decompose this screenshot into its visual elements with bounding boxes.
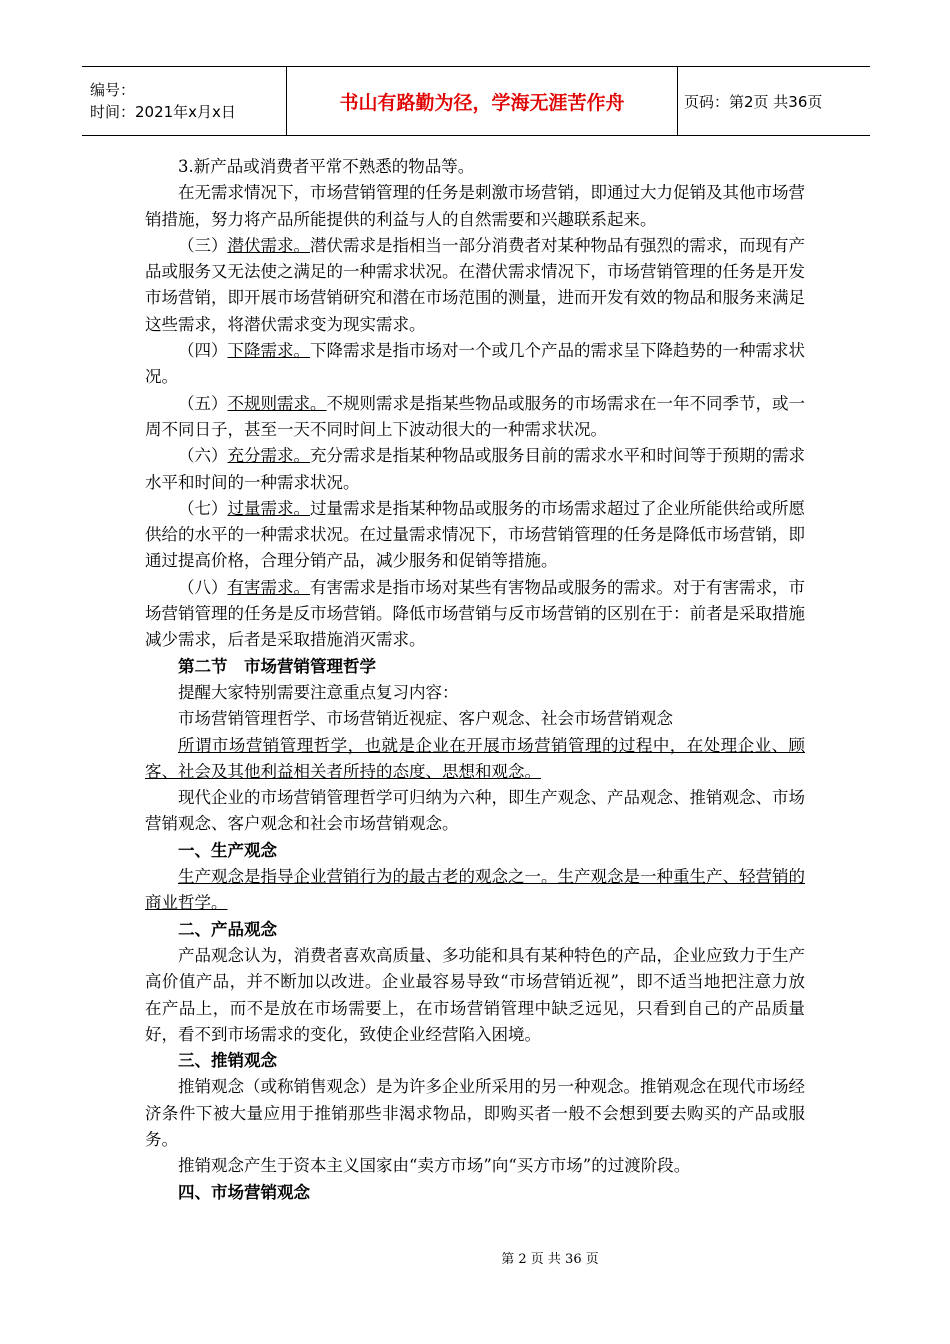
page-header	[82, 66, 870, 136]
section-heading	[145, 654, 805, 680]
page-footer	[0, 1248, 950, 1267]
body-paragraph	[145, 785, 805, 838]
paragraph-text: 3.新产品或消费者平常不熟悉的物品等。	[178, 157, 475, 176]
item-prefix: （七）	[178, 498, 228, 518]
body-paragraph	[145, 180, 805, 233]
body-paragraph	[145, 1153, 805, 1179]
paragraph-text: 充分需求是指某种物品或服务目前的需求水平和时间等于预期的需求水平和时间的一种需求状况。	[145, 446, 805, 492]
paragraph-text: 二、产品观念	[178, 919, 277, 939]
footer-page-number: 第 2 页 共 36 页	[501, 1252, 599, 1267]
underlined-term: 充分需求。	[227, 446, 310, 466]
body-paragraph	[145, 154, 805, 180]
item-prefix: （五）	[178, 393, 228, 413]
body-paragraph	[145, 575, 805, 654]
body-paragraph	[145, 943, 805, 1048]
body-paragraph	[145, 680, 805, 706]
header-motto: 书山有路勤为径，学海无涯苦作舟	[287, 67, 678, 136]
header-left-cell	[82, 67, 287, 136]
body-paragraph	[145, 864, 805, 917]
body-paragraph	[145, 706, 805, 732]
paragraph-text: 四、市场营销观念	[178, 1182, 310, 1202]
document-date-label: 时间：2021年x月x日	[90, 103, 236, 121]
body-paragraph	[145, 1074, 805, 1153]
item-prefix: （六）	[178, 446, 228, 466]
paragraph-text: 过量需求是指某种物品或服务的市场需求超过了企业所能供给或所愿供给的水平的一种需求状况。在过量需求情况下，市场营销管理的任务是降低市场营销，即通过提高价格，合理分销产品，减少服务和促销等措施。	[145, 498, 805, 571]
section-heading	[145, 1180, 805, 1206]
paragraph-text: 提醒大家特别需要注意重点复习内容：	[178, 682, 459, 702]
paragraph-text: 第二节 市场营销管理哲学	[178, 656, 376, 676]
item-prefix: （八）	[178, 577, 228, 597]
body-paragraph	[145, 233, 805, 338]
paragraph-text: 现代企业的市场营销管理哲学可归纳为六种，即生产观念、产品观念、推销观念、市场营销观念、客户观念和社会市场营销观念。	[145, 788, 805, 834]
underlined-term: 过量需求。	[227, 498, 310, 518]
paragraph-text: 产品观念认为，消费者喜欢高质量、多功能和具有某种特色的产品，企业应致力于生产高价值产品，并不断加以改进。企业最容易导致“市场营销近视”，即不适当地把注意力放在产品上，而不是放在市场需要上，在市场营销管理中缺乏远见，只看到自己的产品质量好，看不到市场需求的变化，致使企业经营陷入困境。	[145, 945, 805, 1044]
body-paragraph	[145, 733, 805, 786]
paragraph-text: 推销观念产生于资本主义国家由“卖方市场”向“买方市场”的过渡阶段。	[178, 1156, 691, 1176]
body-paragraph	[145, 338, 805, 391]
underlined-term: 不规则需求。	[227, 393, 327, 413]
item-prefix: （三）	[178, 235, 228, 255]
section-heading	[145, 1048, 805, 1074]
paragraph-text: 有害需求是指市场对某些有害物品或服务的需求。对于有害需求，市场营销管理的任务是反市场营销。降低市场营销与反市场营销的区别在于：前者是采取措施减少需求，后者是采取措施消灭需求。	[145, 577, 805, 650]
underlined-term: 有害需求。	[227, 577, 310, 597]
paragraph-text: 不规则需求是指某些物品或服务的市场需求在一年不同季节，或一周不同日子，甚至一天不同时间上下波动很大的一种需求状况。	[145, 393, 805, 439]
underlined-term: 生产观念是指导企业营销行为的最古老的观念之一。生产观念是一种重生产、轻营销的商业哲学。	[145, 867, 805, 913]
paragraph-text: 下降需求是指市场对一个或几个产品的需求呈下降趋势的一种需求状况。	[145, 341, 805, 387]
document-number-label: 编号：	[90, 81, 136, 99]
paragraph-text: 潜伏需求是指相当一部分消费者对某种物品有强烈的需求，而现有产品或服务又无法使之满足的一种需求状况。在潜伏需求情况下，市场营销管理的任务是开发市场营销，即开展市场营销研究和潜在市场范围的测量，进而开发有效的物品和服务来满足这些需求，将潜伏需求变为现实需求。	[145, 235, 805, 334]
section-heading	[145, 838, 805, 864]
underlined-term: 所谓市场营销管理哲学，也就是企业在开展市场营销管理的过程中，在处理企业、顾客、社会及其他利益相关者所持的态度、思想和观念。	[145, 735, 805, 781]
underlined-term: 潜伏需求。	[227, 235, 310, 255]
section-heading	[145, 917, 805, 943]
paragraph-text: 一、生产观念	[178, 840, 277, 860]
paragraph-text: 三、推销观念	[178, 1051, 277, 1071]
document-body	[145, 154, 805, 1206]
item-prefix: （四）	[178, 341, 228, 361]
paragraph-text: 在无需求情况下，市场营销管理的任务是刺激市场营销，即通过大力促销及其他市场营销措施，努力将产品所能提供的利益与人的自然需要和兴趣联系起来。	[145, 183, 805, 229]
body-paragraph	[145, 443, 805, 496]
header-page-info: 页码：第2页 共36页	[678, 67, 871, 136]
paragraph-text: 推销观念（或称销售观念）是为许多企业所采用的另一种观念。推销观念在现代市场经济条件下被大量应用于推销那些非渴求物品，即购买者一般不会想到要去购买的产品或服务。	[145, 1077, 805, 1149]
body-paragraph	[145, 496, 805, 575]
paragraph-text: 市场营销管理哲学、市场营销近视症、客户观念、社会市场营销观念	[178, 709, 673, 729]
underlined-term: 下降需求。	[227, 341, 310, 361]
body-paragraph	[145, 391, 805, 444]
